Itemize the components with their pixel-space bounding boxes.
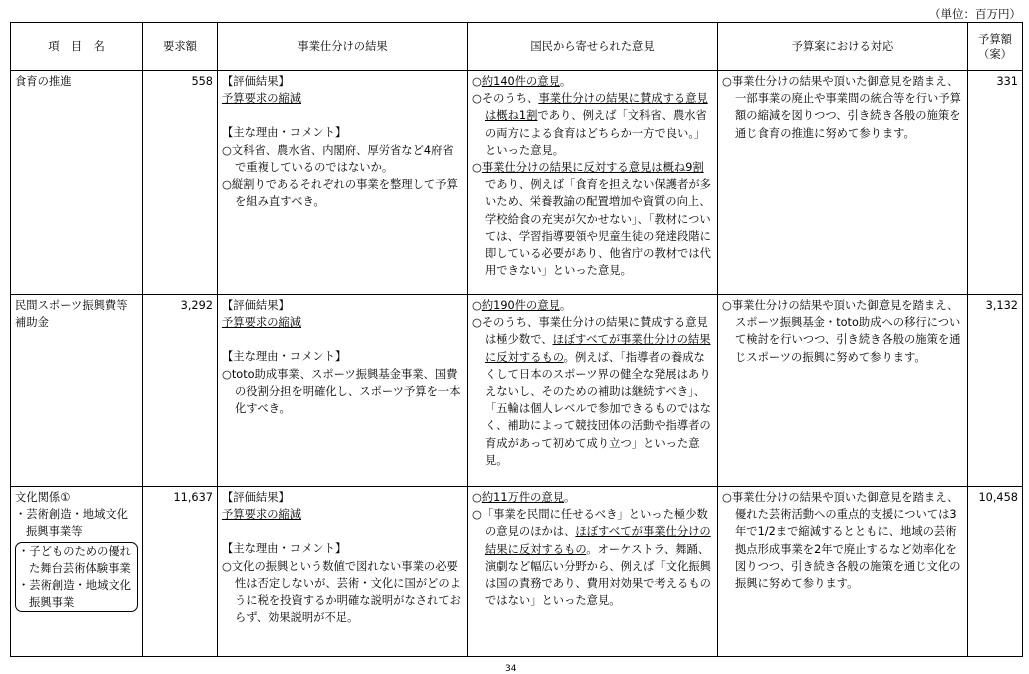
- result-cell: [218, 487, 468, 657]
- item-name-cell: [11, 487, 143, 657]
- opinion-cell: ○約11万件の意見。 ○「事業を民間に任せるべき」といった極少数の意見のほかは、ほぼすべてが事業仕分けの結果に反対するもの。オーケストラ、舞踊、演劇など幅広い分野から、例えば「文化振興は国の責務であり、費用対効果で考えるものではない」といった意見。: [468, 487, 718, 657]
- header-response: 予算案における対応: [718, 23, 968, 71]
- reason-head: 【主な理由・コメント】: [222, 126, 347, 140]
- eval-head: 【評価結果】: [222, 75, 290, 88]
- eval-head: 【評価結果】: [222, 299, 290, 312]
- sub-item: ・芸術創造・地域文化振興事業: [18, 579, 131, 610]
- request-amount: 558: [143, 71, 218, 295]
- opinion-count: 約11万件の意見: [481, 491, 565, 504]
- reason-head: 【主な理由・コメント】: [222, 542, 347, 556]
- header-budget-line1: 予算額: [978, 32, 1012, 46]
- opinion-highlight: ほぼすべてが事業仕分けの結果に反対するもの: [485, 525, 711, 556]
- boxed-subitems: [15, 542, 138, 613]
- item-name: 文化関係①: [15, 491, 71, 504]
- result-cell: [218, 295, 468, 487]
- reason-head: 【主な理由・コメント】: [222, 350, 347, 364]
- reason-item: ○縦割りであるそれぞれの事業を整理して予算を組み直すべき。: [222, 178, 458, 209]
- eval-result: 予算要求の縮減: [222, 92, 302, 106]
- item-name: 食育の推進: [11, 71, 143, 295]
- header-budget-line2: （案）: [978, 47, 1012, 61]
- opinion-highlight: 事業仕分けの結果に賛成する意見は概ね1割: [485, 92, 708, 123]
- sub-item: ・子どものための優れた舞台芸術体験事業: [18, 544, 131, 575]
- result-cell: [218, 71, 468, 295]
- opinion-highlight: ほぼすべてが事業仕分けの結果に反対するもの: [485, 333, 711, 364]
- page-number: 34: [505, 664, 517, 674]
- table-row: [11, 487, 1023, 657]
- budget-review-table: [10, 22, 1023, 657]
- sub-item: ・芸術創造・地域文化振興事業等: [15, 508, 128, 539]
- reason-item: ○文化の振興という数値で図れない事業の必要性は否定しないが、芸術・文化に国がどのように税を投資するか明確な説明がなされておらず、効果説明が不足。: [222, 559, 461, 625]
- budget-amount: 3,132: [968, 295, 1023, 487]
- response-cell: ○事業仕分けの結果や頂いた御意見を踏まえ、一部事業の廃止や事業間の統合等を行い予算額の縮減を図りつつ、引き続き各般の施策を通じ食育の推進に努めて参ります。: [718, 71, 968, 295]
- response-cell: ○事業仕分けの結果や頂いた御意見を踏まえ、優れた芸術活動への重点的支援については3年で1/2まで縮減するとともに、地域の芸術拠点形成事業を2年で廃止するなど効率化を図りつつ、引き続き各般の施策を通じ文化の振興に努めて参ります。: [718, 487, 968, 657]
- response-cell: ○事業仕分けの結果や頂いた御意見を踏まえ、スポーツ振興基金・toto助成への移行について検討を行いつつ、引き続き各般の施策を通じスポーツの振興に努めて参ります。: [718, 295, 968, 487]
- header-item: 項 目 名: [11, 23, 143, 71]
- eval-result: 予算要求の縮減: [222, 316, 302, 330]
- item-name: 民間スポーツ振興費等補助金: [11, 295, 143, 487]
- eval-head: 【評価結果】: [222, 491, 290, 504]
- opinion-count: 約140件の意見: [481, 75, 560, 88]
- table-row: [11, 295, 1023, 487]
- reason-item: ○toto助成事業、スポーツ振興基金事業、国費の役割分担を明確化し、スポーツ予算を一本化すべき。: [222, 367, 461, 416]
- request-amount: 3,292: [143, 295, 218, 487]
- table-row: [11, 71, 1023, 295]
- opinion-count: 約190件の意見: [481, 299, 560, 312]
- header-budget: [968, 23, 1023, 71]
- opinion-highlight: 事業仕分けの結果に反対する意見は概ね9割: [481, 161, 704, 175]
- eval-result: 予算要求の縮減: [222, 508, 302, 522]
- budget-amount: 331: [968, 71, 1023, 295]
- budget-amount: 10,458: [968, 487, 1023, 657]
- reason-item: ○文科省、農水省、内閣府、厚労省など4府省で重複しているのではないか。: [222, 143, 454, 174]
- header-request: 要求額: [143, 23, 218, 71]
- opinion-cell: ○約140件の意見。 ○そのうち、事業仕分けの結果に賛成する意見は概ね1割であり、例えば「文科省、農水省の両方による食育はどちらか一方で良い。」といった意見。 ○事業仕分けの結果に反対する意見は概ね9割であり、例えば「食育を担えない保護者が多いため、栄養教諭の配置増加や資質の向上、学校給食の充実が欠かせない」、「教材については、学習指導要領や児童生徒の発達段階に即している必要があり、他省庁の教材では代用できない」といった意見。: [468, 71, 718, 295]
- header-opinion: 国民から寄せられた意見: [468, 23, 718, 71]
- header-row: [11, 23, 1023, 71]
- unit-label: （単位：百万円）: [929, 7, 1021, 21]
- opinion-cell: ○約190件の意見。 ○そのうち、事業仕分けの結果に賛成する意見は極少数で、ほぼすべてが事業仕分けの結果に反対するもの。例えば、「指導者の養成なくして日本のスポーツ界の健全な発展はありえないし、そのための補助は継続すべき」、「五輪は個人レベルで参加できるものではなく、補助によって競技団体の活動や指導者の育成があって初めて成り立つ」といった意見。: [468, 295, 718, 487]
- request-amount: 11,637: [143, 487, 218, 657]
- header-result: 事業仕分けの結果: [218, 23, 468, 71]
